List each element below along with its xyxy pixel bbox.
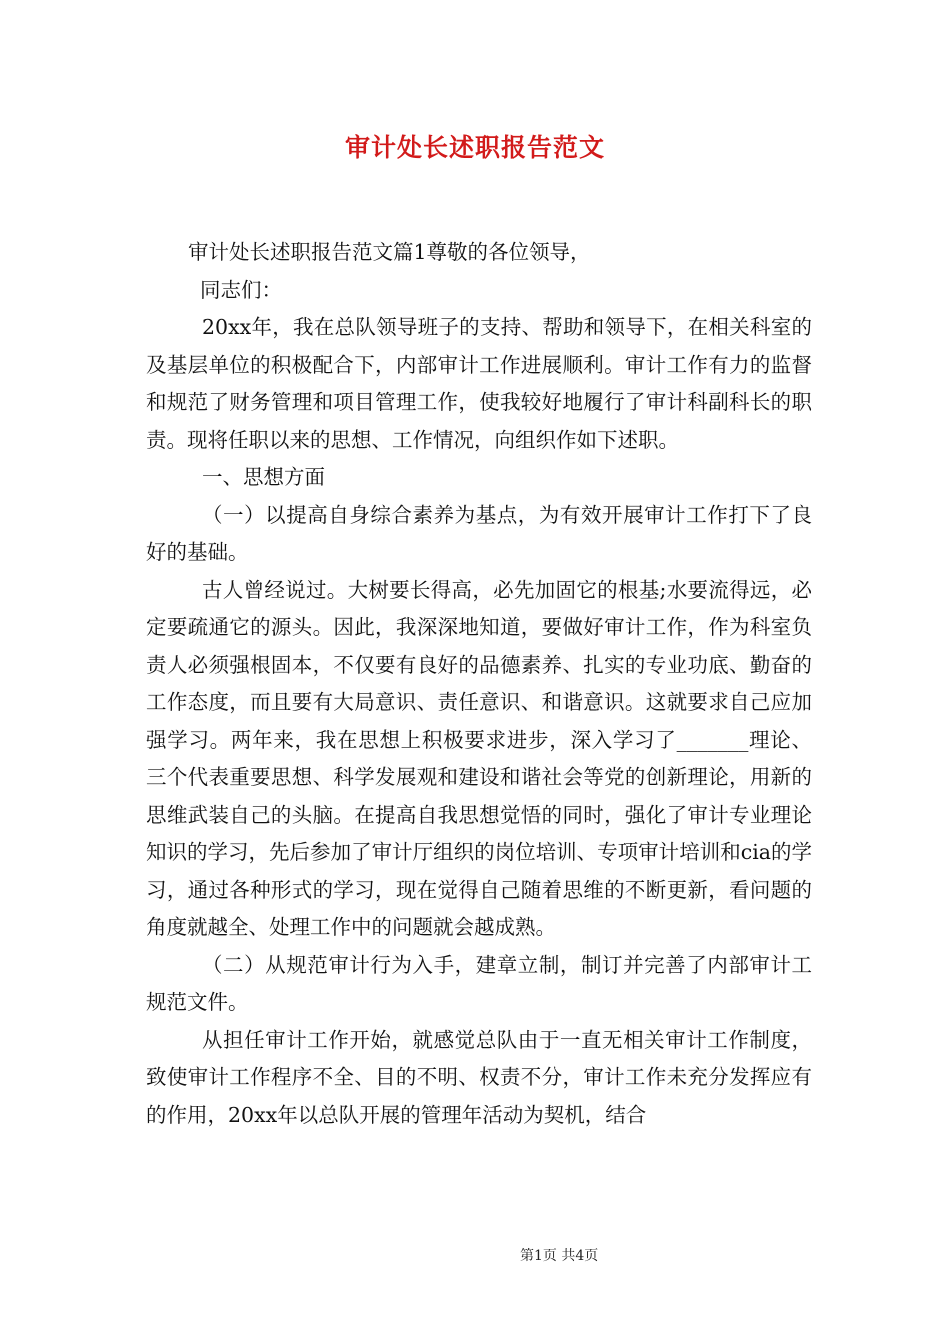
paragraph-overview: 20xx年，我在总队领导班子的支持、帮助和领导下，在相关科室的及基层单位的积极配合下，内部审计工作进展顺利。审计工作有力的监督和规范了财务管理和项目管理工作，使我较好地履行了审计科副科长的职责。现将任职以来的思想、工作情况，向组织作如下述职。 xyxy=(146,315,812,452)
document-title: 审计处长述职报告范文 xyxy=(344,133,605,162)
paragraph-study: 古人曾经说过。大树要长得高，必先加固它的根基;水要流得远，必定要疏通它的源头。因此，我深深地知道，要做好审计工作，作为科室负责人必须强根固本，不仅要有良好的品德素养、扎实的专业功底、勤奋的工作态度，而且要有大局意识、责任意识、和谐意识。这就要求自己应加强学习。两年来，我在思想上积极要求进步，深入学习了_______理论、三个代表重要思想、科学发展观和建设和谐社会等党的创新理论，用新的思维武装自己的头脑。在提高自我思想觉悟的同时，强化了审计专业理论知识的学习，先后参加了审计厅组织的岗位培训、专项审计培训和cia的学习，通过各种形式的学习，现在觉得自己随着思维的不断更新，看问题的角度就越全、处理工作中的问题就会越成熟。 xyxy=(146,577,812,939)
paragraph-salutation: 同志们： xyxy=(200,277,282,302)
section-heading-thought: 一、思想方面 xyxy=(202,465,325,489)
paragraph-system: 从担任审计工作开始，就感觉总队由于一直无相关审计工作制度，致使审计工作程序不全、目的不明、权责不分，审计工作未充分发挥应有的作用，20xx年以总队开展的管理年活动为契机，结合 xyxy=(146,1027,812,1127)
document-body xyxy=(146,234,812,1134)
subsection-heading-2: （二）从规范审计行为入手，建章立制，制订并完善了内部审计工规范文件。 xyxy=(146,952,812,1014)
subsection-heading-1: （一）以提高自身综合素养为基点，为有效开展审计工作打下了良好的基础。 xyxy=(146,502,812,564)
page-number-footer: 第1页 共4页 xyxy=(520,1248,599,1264)
paragraph-intro: 审计处长述职报告范文篇1尊敬的各位领导， xyxy=(188,240,591,264)
